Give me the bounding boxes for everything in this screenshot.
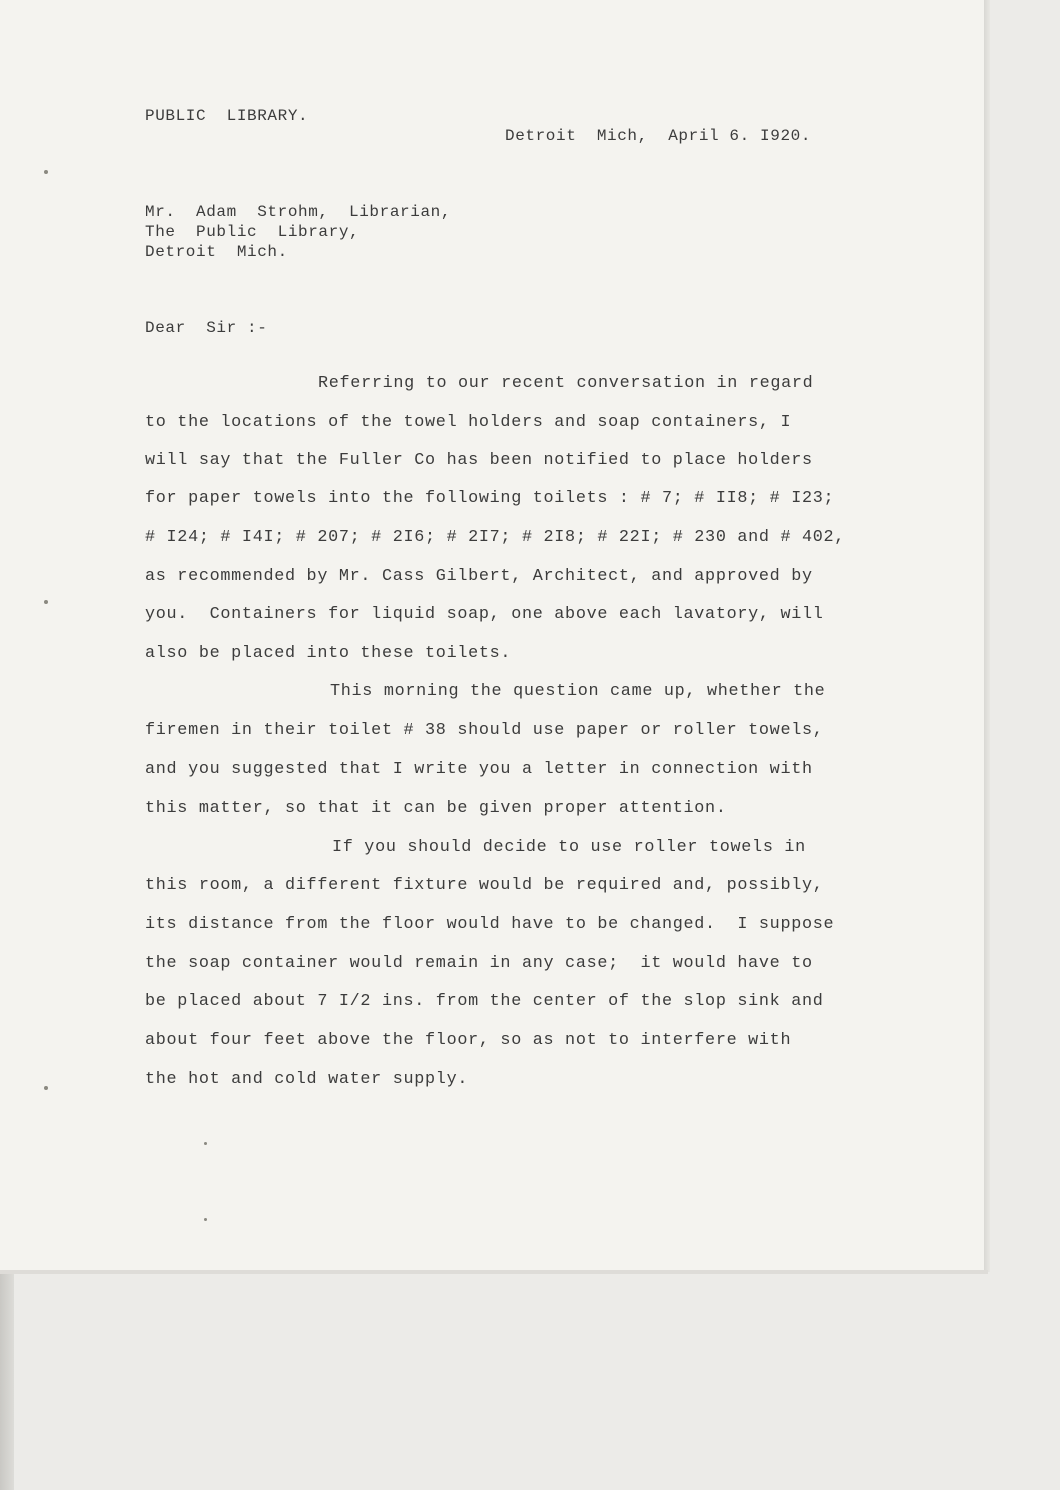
body-line: also be placed into these toilets. <box>145 644 512 663</box>
dateline: Detroit Mich, April 6. I920. <box>505 127 812 145</box>
paper-speck <box>44 1086 48 1090</box>
body-line: you. Containers for liquid soap, one above each lavatory, will <box>145 605 824 624</box>
body-line: This morning the question came up, whether the <box>330 682 826 701</box>
paper-speck <box>44 170 48 174</box>
underlying-sheet-edge <box>0 1274 14 1490</box>
body-line: about four feet above the floor, so as not to interfere with <box>145 1031 792 1050</box>
body-line: will say that the Fuller Co has been notified to place holders <box>145 451 813 470</box>
body-line: as recommended by Mr. Cass Gilbert, Architect, and approved by <box>145 567 813 586</box>
body-line: for paper towels into the following toilets : # 7; # II8; # I23; <box>145 489 835 508</box>
body-line: this matter, so that it can be given proper attention. <box>145 799 727 818</box>
body-line: its distance from the floor would have to be changed. I suppose <box>145 915 835 934</box>
paper-speck <box>44 600 48 604</box>
letterhead: PUBLIC LIBRARY. <box>145 107 309 125</box>
sheet-bottom-edge <box>0 1270 988 1274</box>
recipient-line-2: The Public Library, <box>145 223 360 241</box>
body-line: the hot and cold water supply. <box>145 1070 469 1089</box>
body-line: Referring to our recent conversation in regard <box>318 374 814 393</box>
salutation: Dear Sir :- <box>145 319 268 337</box>
body-line: be placed about 7 I/2 ins. from the center of the slop sink and <box>145 992 824 1011</box>
paper-speck <box>204 1142 207 1145</box>
body-line: and you suggested that I write you a letter in connection with <box>145 760 813 779</box>
recipient-line-1: Mr. Adam Strohm, Librarian, <box>145 203 452 221</box>
body-line: the soap container would remain in any case; it would have to <box>145 954 813 973</box>
body-line: If you should decide to use roller towels in <box>332 838 806 857</box>
paper-speck <box>204 1218 207 1221</box>
recipient-line-3: Detroit Mich. <box>145 243 288 261</box>
sheet-edge-shadow <box>984 0 990 1272</box>
body-line: this room, a different fixture would be required and, possibly, <box>145 876 824 895</box>
body-line: firemen in their toilet # 38 should use paper or roller towels, <box>145 721 824 740</box>
body-line: # I24; # I4I; # 207; # 2I6; # 2I7; # 2I8; # 22I; # 230 and # 402, <box>145 528 846 547</box>
body-line: to the locations of the towel holders and soap containers, I <box>145 413 792 432</box>
